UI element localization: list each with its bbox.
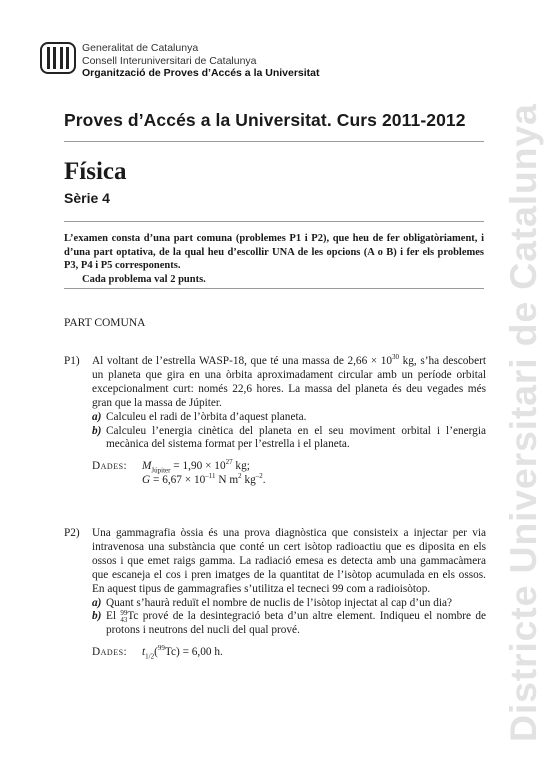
mass-number: 99 [157, 644, 165, 653]
value: = 6,67 × 10 [150, 474, 206, 487]
punctuation: . [262, 474, 266, 487]
unit: kg; [232, 460, 250, 473]
subject-title: Física [64, 158, 127, 185]
atomic-number: 43 [120, 616, 128, 625]
symbol: G [142, 474, 151, 487]
subscript: 1/2 [145, 652, 155, 661]
problem-number: P1) [64, 355, 80, 367]
question-a [92, 597, 486, 611]
unit: kg [241, 474, 256, 487]
question-label: a) [92, 410, 102, 423]
problem-statement [92, 355, 486, 411]
exponent: –11 [205, 472, 216, 481]
problem-data [92, 460, 486, 488]
problem-p2 [64, 527, 486, 660]
exponent: 27 [225, 458, 233, 467]
problem-statement: Una gammagrafia òssia és una prova diagnòstica que consisteix a injectar per via intravenosa una substància que conté un cert isòtop radioactiu que es diposita en els ossos i que emet raigs gamma. La radiació emesa es detecta amb una gammacàmera que escaneja el cos i pren imatges de la quantitat de l’isòtop acumulada en els ossos. En aquest tipus de gammagrafies s’utilitza el tecneci 99 com a radioisòtop. [92, 527, 486, 595]
exponent: 30 [392, 353, 400, 362]
exponent: –2 [255, 472, 263, 481]
problem-data [92, 646, 486, 660]
symbol: M [142, 460, 152, 473]
question-label: a) [92, 596, 102, 609]
question-label: b) [92, 424, 102, 437]
points-text: Cada problema val 2 punts. [82, 273, 206, 285]
divider [64, 221, 484, 222]
exam-instructions [64, 232, 484, 286]
question-text: El [106, 610, 121, 623]
unit: N m [215, 474, 239, 487]
data-label: Dades: [92, 646, 128, 659]
element-symbol: Tc [127, 610, 139, 623]
problem-p1 [64, 355, 486, 488]
institution-header [82, 42, 320, 80]
institution-line-1: Generalitat de Catalunya [82, 42, 199, 54]
institution-line-3: Organització de Proves d’Accés a la Universitat [82, 67, 320, 79]
generalitat-logo-icon [40, 42, 76, 74]
data-line-mass [142, 460, 266, 474]
data-line-g [142, 474, 266, 488]
problem-number: P2) [64, 527, 80, 539]
question-b [92, 610, 486, 638]
question-b [92, 425, 486, 453]
value: = 1,90 × 10 [170, 460, 226, 473]
divider [64, 288, 484, 289]
question-a [92, 411, 486, 425]
question-text: Calculeu l’energia cinètica del planeta en el seu moviment orbital i l’energia mecànica del sistema format per l’estrella i el planeta. [106, 424, 486, 451]
institution-line-2: Consell Interuniversitari de Catalunya [82, 54, 257, 67]
district-watermark: Districte Universitari de Catalunya [502, 103, 544, 742]
punctuation: ( [154, 646, 158, 659]
question-text: Quant s’haurà reduït el nombre de nuclis de l’isòtop injectat al cap d’un dia? [106, 596, 453, 609]
question-text: Calculeu el radi de l’òrbita d’aquest planeta. [106, 410, 307, 423]
data-label: Dades: [92, 460, 128, 473]
subscript: Júpiter [151, 466, 171, 475]
part-heading: PART COMUNA [64, 317, 146, 329]
data-line-halflife [142, 646, 223, 660]
symbol: t [142, 646, 146, 659]
series-label: Sèrie 4 [64, 190, 110, 206]
mass-number: 99 [120, 609, 128, 618]
exponent: 2 [238, 472, 242, 481]
exam-title: Proves d’Accés a la Universitat. Curs 2011-2012 [64, 110, 466, 130]
question-text: prové de la desintegració beta d’un altre element. Indiqueu el nombre de protons i neutrons del nucli del qual prové. [106, 610, 486, 637]
value: Tc) = 6,00 h. [164, 646, 223, 659]
instructions-text: L’examen consta d’una part comuna (problemes P1 i P2), que heu de fer obligatòriament, i d’una part optativa, de la qual heu d’escollir UNA de les opcions (A o B) i fer els problemes P3, P4 i P5 corresponents. [64, 233, 484, 271]
question-label: b) [92, 610, 102, 623]
statement-text: kg, s’ha descobert un planeta que gira en una òrbita aproximadament circular amb un període orbital excepcionalment curt: només 22,6 hores. La massa del planeta és deu vegades més gran que la massa de Júpiter. [92, 355, 486, 409]
divider [64, 141, 484, 142]
statement-text: Al voltant de l’estrella WASP-18, que té una massa de 2,66 × 10 [92, 355, 393, 367]
